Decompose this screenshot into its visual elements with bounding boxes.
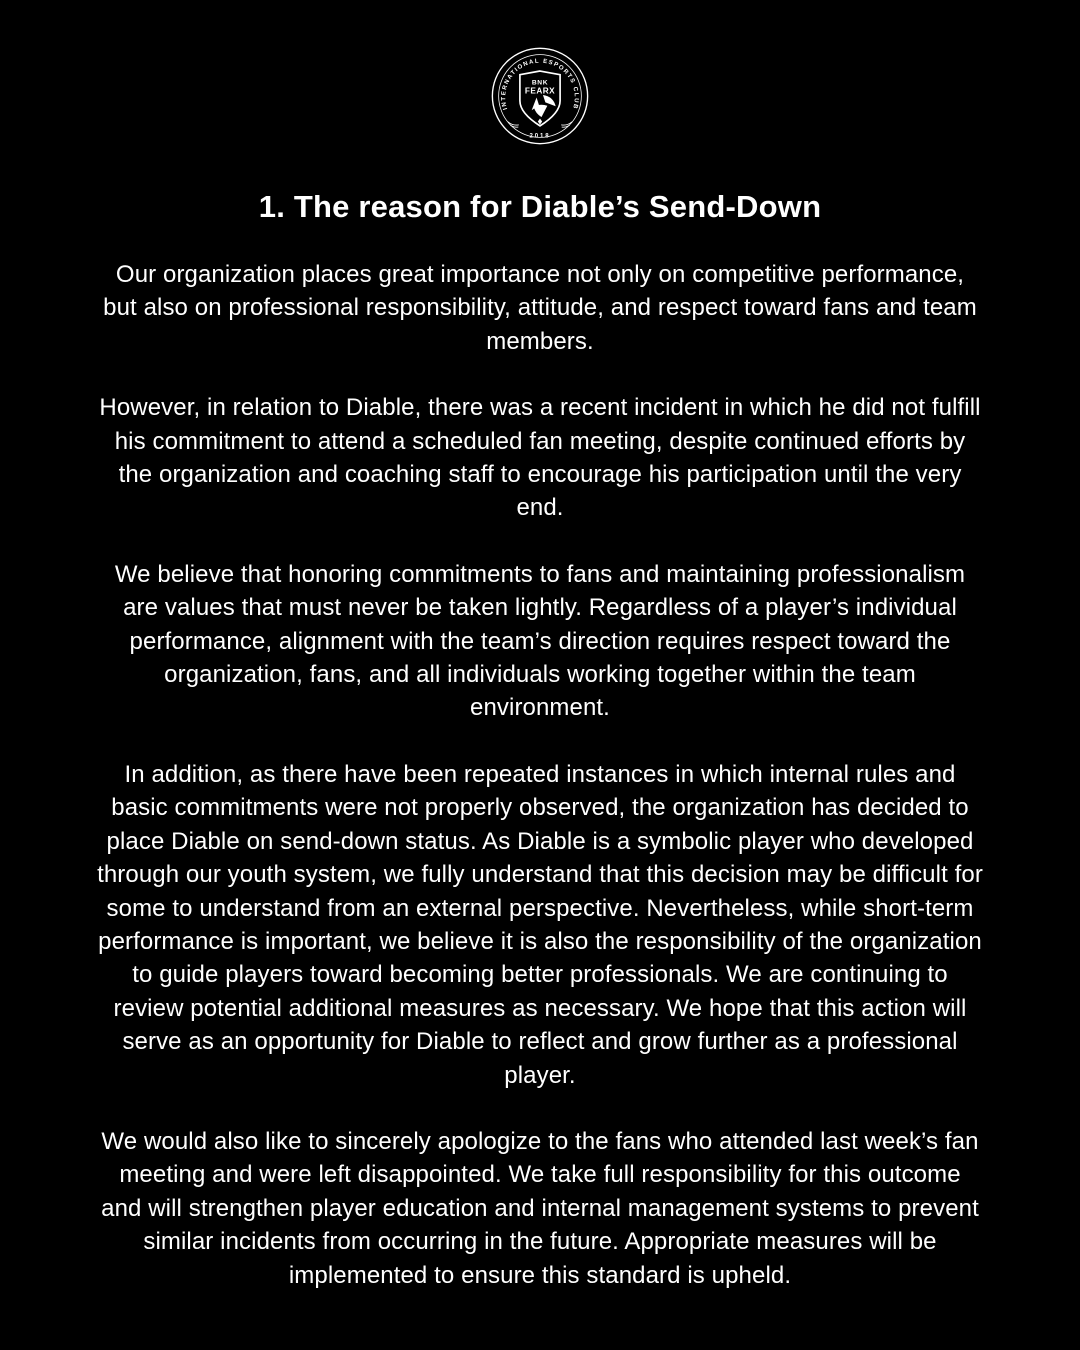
statement-paragraph-5: We would also like to sincerely apologize to the fans who attended last week’s fan meeting and were left disappointed. We take full responsibility for this outcome and will strengthen player education and internal management systems to prevent similar incidents from occurring in the future. Appropriate measures will be implemented to ensure this standard is upheld. — [101, 1127, 979, 1289]
statement-body — [96, 225, 984, 1292]
statement-paragraph-3: We believe that honoring commitments to fans and maintaining professionalism are values that must never be taken lightly. Regardless of a player’s individual performance, alignment with the team’s direction requires respect toward the organization, fans, and all individuals working together within the team environment. — [114, 560, 966, 722]
crest-brand-top: BNK — [531, 79, 549, 87]
fox-head-icon — [532, 95, 556, 125]
statement-paragraph-1: Our organization places great importance not only on competitive performance, but also on professional responsibility, attitude, and respect toward fans and team members. — [103, 261, 977, 355]
crest-year: 2018 — [529, 133, 551, 140]
crest-brand-bottom: FEARX — [524, 86, 556, 96]
page-title: 1. The reason for Diable’s Send-Down — [258, 189, 822, 224]
club-logo — [491, 47, 589, 145]
crest-arc-text: INTERNATIONAL ESPORTS CLUB — [501, 58, 579, 111]
statement-paragraph-4: In addition, as there have been repeated instances in which internal rules and basic commitments were not properly observed, the organization has decided to place Diable on send-down status. As Diable is a symbolic player who developed through our youth system, we fully understand that this decision may be difficult for some to understand from an external perspective. Nevertheless, while short-term performance is important, we believe it is also the responsibility of the organization to guide players toward becoming better professionals. We are continuing to review potential additional measures as necessary. We hope that this action will serve as an opportunity for Diable to reflect and grow further as a professional player. — [97, 760, 983, 1089]
statement-paragraph-2: However, in relation to Diable, there was a recent incident in which he did not fulfill his commitment to attend a scheduled fan meeting, despite continued efforts by the organization and coaching staff to encourage his participation until the very end. — [99, 394, 981, 522]
club-crest-icon — [491, 47, 589, 145]
